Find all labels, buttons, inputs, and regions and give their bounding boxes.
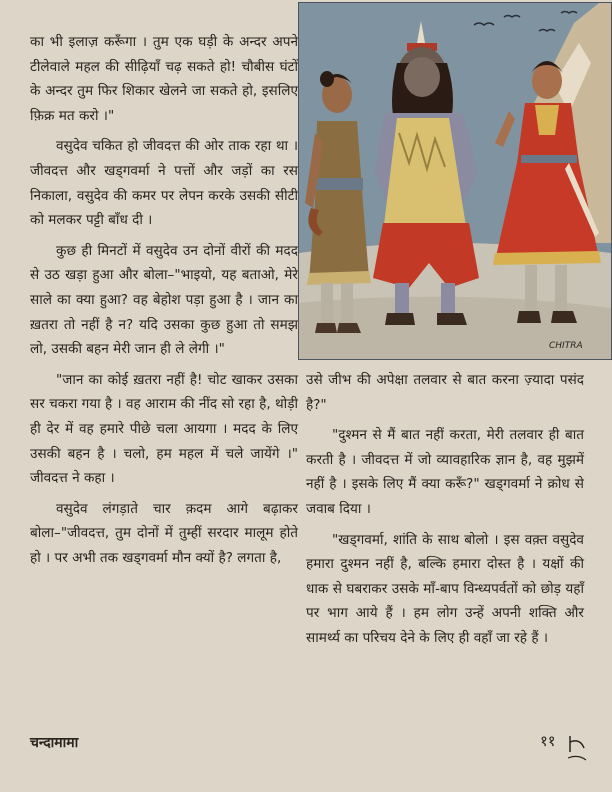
paragraph: "दुश्मन से मैं बात नहीं करता, मेरी तलवार ही बात करती है । जीवदत्त में जो व्यावहारिक ज्ञान है, वह मुझमें नहीं है । इसके लिए मैं क्या करूँ?" खड्गवर्मा ने क्रोध से जवाब दिया । [306,427,584,517]
paragraph: का भी इलाज़ करूँगा । तुम एक घड़ी के अन्दर अपने टीलेवाले महल की सीढ़ियाँ चढ़ सकते हो! चौबीस घंटों के अन्दर तुम फिर शिकार खेलने जा सकते हो, इसलिए फ़िक्र मत करो ।" [30,34,298,124]
right-column [306,368,584,657]
paragraph: वसुदेव लंगड़ाते चार क़दम आगे बढ़ाकर बोला–"जीवदत्त, तुम दोनों में तुम्हीं सरदार मालूम होते हो । पर अभी तक खड्गवर्मा मौन क्यों है? लगता है, [30,500,298,566]
corner-mark-icon [566,732,588,762]
paragraph: "जान का कोई ख़तरा नहीं है! चोट खाकर उसका सर चकरा गया है । वह आराम की नींद सो रहा है, थोड़ी ही देर में वह हमारे पीछे चला आयगा । मदद के लिए उसकी बहन है । चलो, हम महल में चले जायेंगे ।" जीवदत्त ने कहा । [30,371,298,487]
page-number: ११ [540,732,556,750]
story-illustration [298,2,612,360]
paragraph: कुछ ही मिनटों में वसुदेव उन दोनों वीरों की मदद से उठ खड़ा हुआ और बोला–"भाइयो, यह बताओ, मेरे साले का क्या हुआ? वह बेहोश पड़ा हुआ है । जान का ख़तरा तो नहीं है न? यदि उसका कुछ हुआ तो समझ लो, उसकी बहन मेरी जान ही ले लेगी ।" [30,242,298,358]
paragraph: वसुदेव चकित हो जीवदत्त की ओर ताक रहा था । जीवदत्त और खड्गवर्मा ने पत्तों और जड़ों का रस निकाला, वसुदेव की कमर पर लेपन करके उसकी सीटी को मलकर पट्टी बाँध दी । [30,138,298,229]
magazine-name: चन्दामामा [30,735,79,751]
paragraph: "खड्गवर्मा, शांति के साथ बोलो । इस वक़्त वसुदेव हमारा दुश्मन नहीं है, बल्कि हमारा दोस्त है । यक्षों की धाक से घबराकर उसके माँ-बाप विन्ध्यपर्वतों को छोड़ यहाँ पर भाग आये हैं । हम लोग उन्हें अपनी शक्ति और सामर्थ्य का परिचय देने के लिए ही वहाँ जा रहे हैं । [306,531,584,646]
illustrator-signature: CHITRA [549,341,583,351]
illustration-drawing [299,3,611,359]
left-column [30,30,298,576]
paragraph: उसे जीभ की अपेक्षा तलवार से बात करना ज़्यादा पसंद है?" [306,372,584,413]
